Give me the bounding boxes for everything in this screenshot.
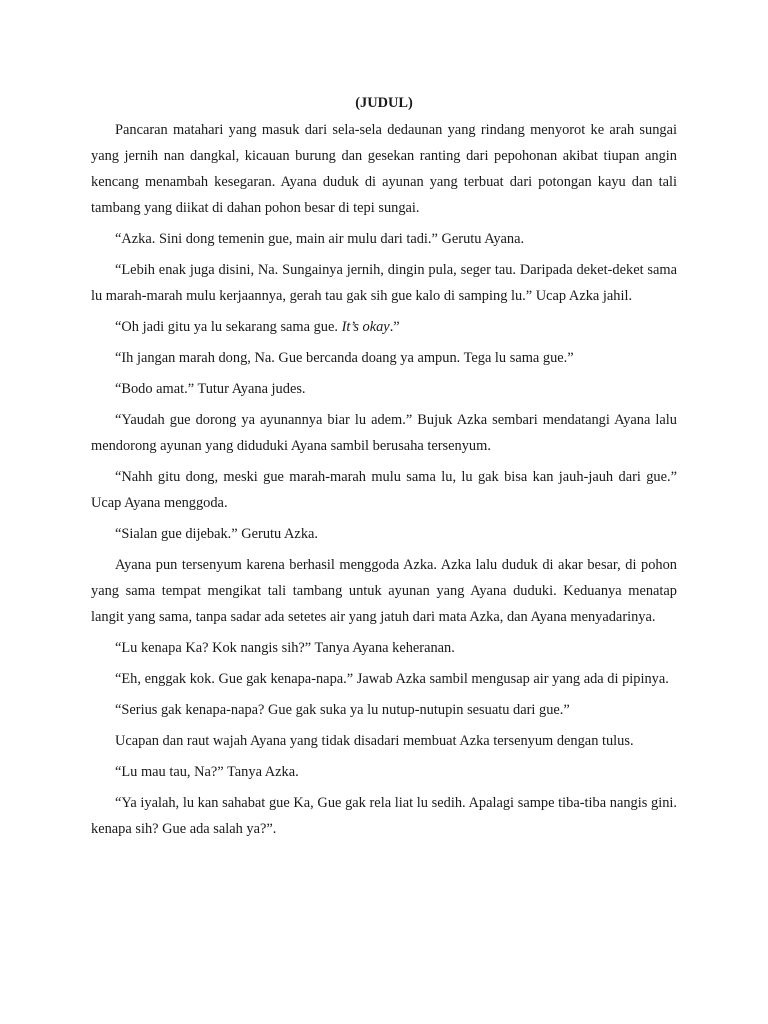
- paragraph: “Serius gak kenapa-napa? Gue gak suka ya lu nutup-nutupin sesuatu dari gue.”: [115, 702, 570, 718]
- paragraph: “Sialan gue dijebak.” Gerutu Azka.: [115, 526, 318, 542]
- paragraph: “Azka. Sini dong temenin gue, main air mulu dari tadi.” Gerutu Ayana.: [115, 231, 525, 247]
- paragraph: Pancaran matahari yang masuk dari sela-sela dedaunan yang rindang menyorot ke arah sungai yang jernih nan dangkal, kicauan burung dan gesekan ranting dari pepohonan akibat tiupan angin kencang menambah kesegaran. Ayana duduk di ayunan yang terbuat dari potongan kayu dan tali tambang yang diikat di dahan pohon besar di tepi sungai.: [91, 122, 677, 216]
- document-page: [91, 92, 677, 847]
- paragraph: “Eh, enggak kok. Gue gak kenapa-napa.” Jawab Azka sambil mengusap air yang ada di pipinya.: [115, 671, 669, 687]
- paragraph-text: “Oh jadi gitu ya lu sekarang sama gue.: [115, 319, 342, 335]
- paragraph: Ayana pun tersenyum karena berhasil menggoda Azka. Azka lalu duduk di akar besar, di pohon yang sama tempat mengikat tali tambang untuk ayunan yang Ayana duduki. Keduanya menatap langit yang sama, tanpa sadar ada setetes air yang jatuh dari mata Azka, dan Ayana menyadarinya.: [91, 557, 677, 625]
- emphasis-text: It’s okay: [341, 319, 390, 335]
- paragraph: “Lu mau tau, Na?” Tanya Azka.: [115, 764, 299, 780]
- paragraph: Ucapan dan raut wajah Ayana yang tidak disadari membuat Azka tersenyum dengan tulus.: [115, 733, 634, 749]
- paragraph: “Yaudah gue dorong ya ayunannya biar lu adem.” Bujuk Azka sembari mendatangi Ayana lalu mendorong ayunan yang diduduki Ayana sambil berusaha tersenyum.: [91, 412, 677, 454]
- paragraph: [91, 314, 677, 340]
- document-title: (JUDUL): [355, 95, 413, 111]
- paragraph: “Lebih enak juga disini, Na. Sungainya jernih, dingin pula, seger tau. Daripada deket-deket sama lu marah-marah mulu kerjaannya, gerah tau gak sih gue kalo di samping lu.” Ucap Azka jahil.: [91, 262, 677, 304]
- document-body: [91, 117, 677, 842]
- paragraph: “Bodo amat.” Tutur Ayana judes.: [115, 381, 306, 397]
- paragraph: “Ih jangan marah dong, Na. Gue bercanda doang ya ampun. Tega lu sama gue.”: [115, 350, 574, 366]
- paragraph: “Lu kenapa Ka? Kok nangis sih?” Tanya Ayana keheranan.: [115, 640, 455, 656]
- paragraph: “Ya iyalah, lu kan sahabat gue Ka, Gue gak rela liat lu sedih. Apalagi sampe tiba-tiba nangis gini. kenapa sih? Gue ada salah ya?”.: [91, 795, 677, 837]
- paragraph-text: .”: [389, 319, 400, 335]
- paragraph: “Nahh gitu dong, meski gue marah-marah mulu sama lu, lu gak bisa kan jauh-jauh dari gue.” Ucap Ayana menggoda.: [91, 469, 677, 511]
